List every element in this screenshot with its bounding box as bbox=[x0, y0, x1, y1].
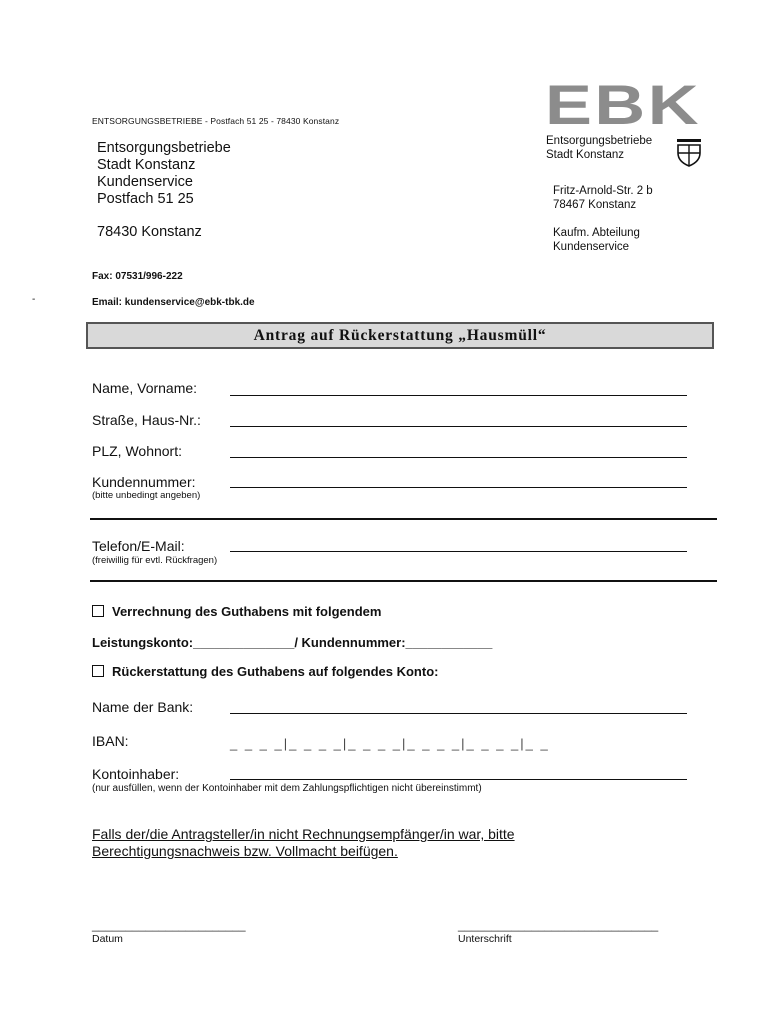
office-address bbox=[553, 184, 653, 212]
street-field[interactable] bbox=[230, 426, 687, 427]
phone-email-field[interactable] bbox=[230, 551, 687, 552]
option-refund-label: Rückerstattung des Guthabens auf folgendes Konto: bbox=[112, 664, 439, 679]
recipient-line4: Postfach 51 25 bbox=[97, 191, 194, 207]
recipient-city: 78430 Konstanz bbox=[97, 224, 202, 240]
bank-name-field[interactable] bbox=[230, 713, 687, 714]
logo-line1: Entsorgungsbetriebe bbox=[546, 135, 653, 147]
office-department bbox=[553, 226, 640, 254]
section-divider bbox=[90, 580, 717, 582]
plz-field[interactable] bbox=[230, 457, 687, 458]
option-refund bbox=[92, 664, 438, 679]
option-offset-label: Verrechnung des Guthabens mit folgendem bbox=[112, 604, 382, 619]
street-label: Straße, Haus-Nr.: bbox=[92, 412, 201, 428]
option-offset bbox=[92, 604, 381, 619]
logo-line2: Stadt Konstanz bbox=[546, 149, 624, 161]
phone-email-label: Telefon/E-Mail: bbox=[92, 538, 185, 554]
iban-field[interactable]: _ _ _ _|_ _ _ _|_ _ _ _|_ _ _ _|_ _ _ _|_ _ bbox=[230, 736, 550, 751]
office-dept1: Kaufm. Abteilung bbox=[553, 227, 640, 239]
authorization-note bbox=[92, 826, 515, 860]
offset-checkbox[interactable] bbox=[92, 605, 104, 617]
form-title: Antrag auf Rückerstattung „Hausmüll“ bbox=[86, 322, 714, 349]
bank-name-label: Name der Bank: bbox=[92, 699, 194, 715]
recipient-address bbox=[97, 140, 231, 241]
date-field[interactable]: _______________________ bbox=[92, 918, 246, 932]
ebk-logo bbox=[545, 80, 705, 128]
office-street: Fritz-Arnold-Str. 2 b bbox=[553, 185, 653, 197]
fax-number: Fax: 07531/996-222 bbox=[92, 271, 183, 282]
name-label: Name, Vorname: bbox=[92, 380, 198, 396]
account-holder-field[interactable] bbox=[230, 779, 687, 780]
account-line[interactable]: Leistungskonto:______________/ Kundennummer:____________ bbox=[92, 635, 493, 650]
margin-mark: - bbox=[32, 294, 36, 305]
coat-of-arms-icon bbox=[676, 138, 702, 168]
office-dept2: Kundenservice bbox=[553, 241, 630, 253]
customer-number-hint: (bitte unbedingt angeben) bbox=[92, 490, 201, 501]
recipient-line2: Stadt Konstanz bbox=[97, 157, 196, 173]
note-line2: Berechtigungsnachweis bzw. Vollmacht beifügen. bbox=[92, 843, 398, 859]
logo-mark: EBK bbox=[545, 80, 701, 128]
refund-checkbox[interactable] bbox=[92, 665, 104, 677]
section-divider bbox=[90, 518, 717, 520]
sender-line: ENTSORGUNGSBETRIEBE - Postfach 51 25 - 78430 Konstanz bbox=[92, 116, 340, 126]
recipient-line3: Kundenservice bbox=[97, 174, 193, 190]
name-field[interactable] bbox=[230, 395, 687, 396]
logo-text bbox=[546, 134, 652, 162]
customer-number-field[interactable] bbox=[230, 487, 687, 488]
account-holder-hint: (nur ausfüllen, wenn der Kontoinhaber mit dem Zahlungspflichtigen nicht übereinstimmt) bbox=[92, 783, 482, 794]
recipient-line1: Entsorgungsbetriebe bbox=[97, 140, 231, 156]
email-address: Email: kundenservice@ebk-tbk.de bbox=[92, 297, 255, 308]
note-line1: Falls der/die Antragsteller/in nicht Rechnungsempfänger/in war, bitte bbox=[92, 826, 515, 842]
date-label: Datum bbox=[92, 933, 123, 945]
signature-field[interactable]: ______________________________ bbox=[458, 918, 659, 932]
iban-label: IBAN: bbox=[92, 733, 129, 749]
phone-email-hint: (freiwillig für evtl. Rückfragen) bbox=[92, 555, 218, 566]
account-holder-label: Kontoinhaber: bbox=[92, 766, 180, 782]
plz-label: PLZ, Wohnort: bbox=[92, 443, 183, 459]
customer-number-label: Kundennummer: bbox=[92, 474, 196, 490]
signature-label: Unterschrift bbox=[458, 933, 512, 945]
office-city: 78467 Konstanz bbox=[553, 199, 637, 211]
